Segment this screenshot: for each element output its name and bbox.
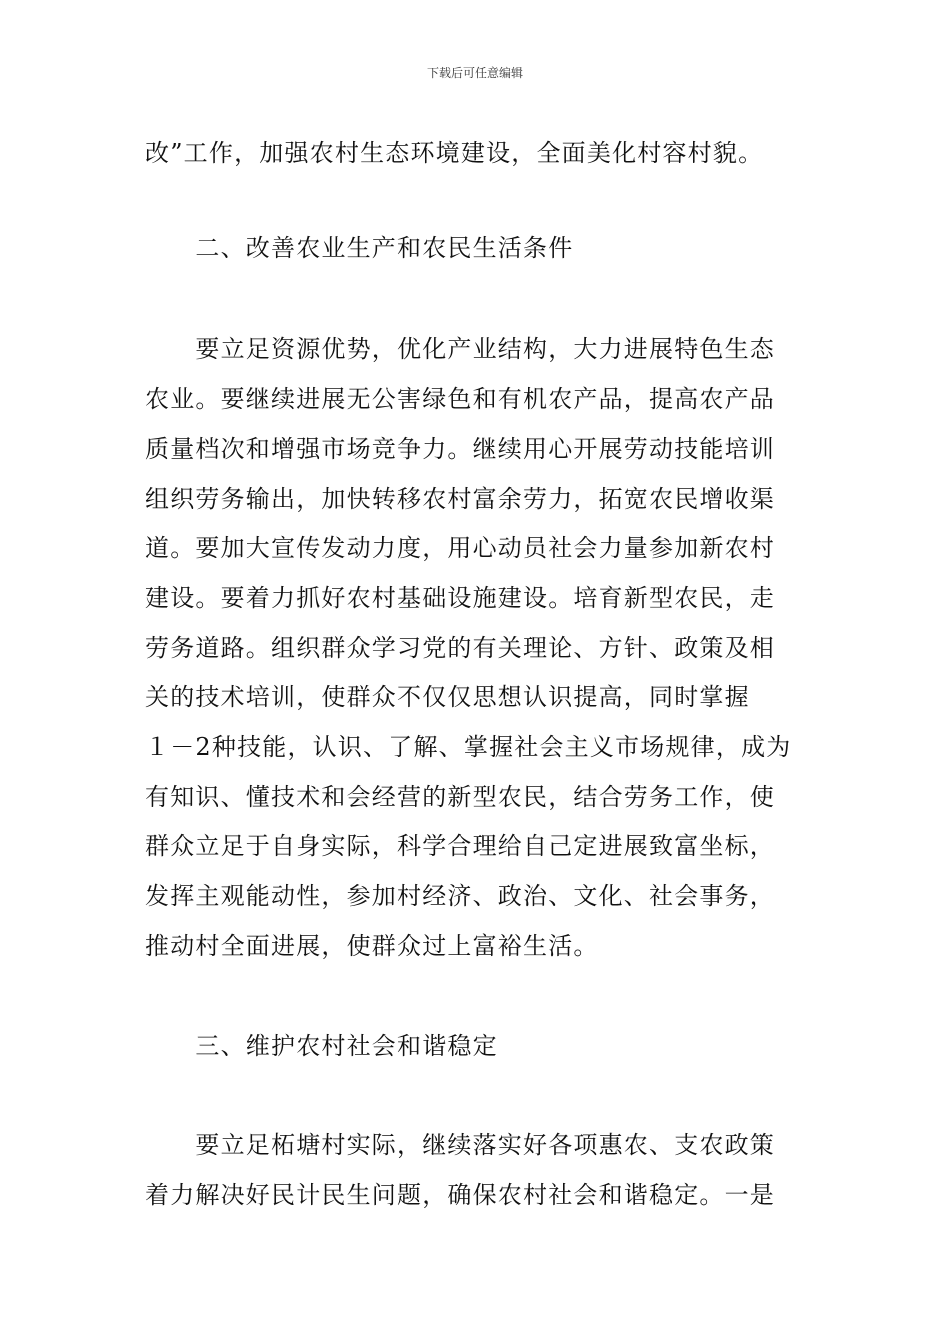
text-line: 要立足资源优势，优化产业结构，大力进展特色生态 — [145, 335, 775, 363]
text-line: 组织劳务输出，加快转移农村富余劳力，拓宽农民增收渠 — [145, 485, 775, 513]
text-line: 群众立足于自身实际，科学合理给自己定进展致富坐标， — [145, 832, 775, 860]
text-line: 农业。要继续进展无公害绿色和有机农产品，提高农产品 — [145, 385, 775, 413]
text-line: 有知识、懂技术和会经营的新型农民，结合劳务工作，使 — [145, 783, 775, 811]
text-line: 质量档次和增强市场竞争力。继续用心开展劳动技能培训 — [145, 435, 775, 463]
section-heading: 二、改善农业生产和农民生活条件 — [145, 234, 574, 262]
text-line: 道。要加大宣传发动力度，用心动员社会力量参加新农村 — [145, 534, 775, 562]
text-line: 建设。要着力抓好农村基础设施建设。培育新型农民，走 — [145, 584, 775, 612]
page-header: 下载后可任意编辑 — [426, 66, 523, 80]
text-line: 着力解决好民计民生问题，确保农村社会和谐稳定。一是 — [145, 1181, 775, 1209]
text-line: １－2种技能，认识、了解、掌握社会主义市场规律，成为 — [145, 733, 792, 761]
text-line: 发挥主观能动性，参加村经济、政治、文化、社会事务， — [145, 882, 775, 910]
text-line: 关的技术培训，使群众不仅仅思想认识提高，同时掌握 — [145, 683, 750, 711]
text-line: 推动村全面进展，使群众过上富裕生活。 — [145, 932, 599, 960]
section-heading: 三、维护农村社会和谐稳定 — [145, 1032, 498, 1060]
text-line: 改”工作，加强农村生态环境建设，全面美化村容村貌。 — [145, 139, 764, 167]
text-line: 劳务道路。组织群众学习党的有关理论、方针、政策及相 — [145, 634, 775, 662]
text-line: 要立足柘塘村实际，继续落实好各项惠农、支农政策 — [145, 1131, 775, 1159]
